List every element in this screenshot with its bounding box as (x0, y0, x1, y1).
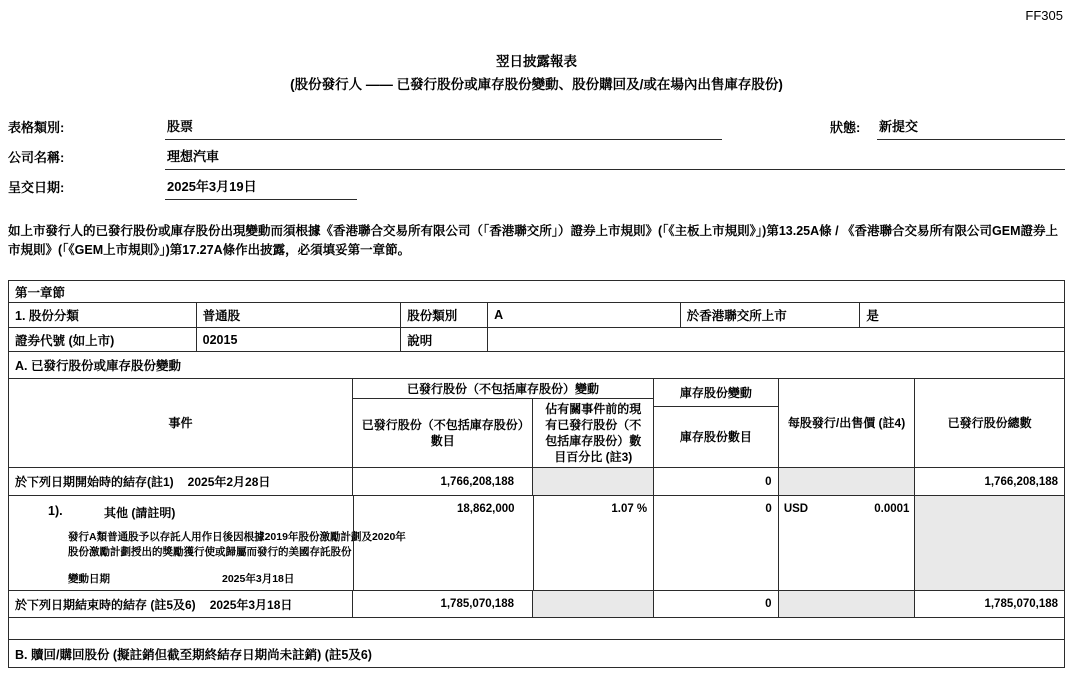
event1-issued-count: 18,862,000 (353, 496, 533, 590)
sectionB-title-row (9, 639, 1064, 667)
field-row-submission-date (8, 170, 1065, 200)
sectionA-title: A. 已發行股份或庫存股份變動 (15, 359, 181, 373)
header-treasury-count: 庫存股份數目 (679, 430, 752, 444)
listed-label: 於香港聯交所上市 (680, 303, 860, 327)
event1-change-date: 2025年3月18日 (222, 573, 295, 585)
share-class-value: 普通股 (196, 303, 401, 327)
header-issued-count: 已發行股份（不包括庫存股份）數目 (361, 418, 524, 448)
instruction-paragraph: 如上市發行人的已發行股份或庫存股份出現變動而須根據《香港聯合交易所有限公司（「香港聯交所」）證券上市規則》(「《主板上市規則》」)第13.25A條 / 《香港聯合交易所有限公司GEM證券上市規則》(「《GEM上市規則》」)第17.27A條作出披露，必須填妥第一章節。 (8, 224, 1059, 257)
header-treasury-change: 庫存股份變動 (679, 386, 752, 400)
opening-balance-date: 2025年2月28日 (187, 475, 271, 489)
closing-balance-label-cell (9, 591, 352, 617)
header-total: 已發行股份總數 (914, 379, 1064, 467)
header-issued-change-group (352, 379, 653, 467)
sectionB-title: B. 贖回/購回股份 (擬註銷但截至期終結存日期尚未註銷) (註5及6) (15, 647, 372, 662)
share-type-label: 股份類別 (400, 303, 487, 327)
form-type-value: 股票 (165, 116, 722, 140)
header-price: 每股發行/出售價 (註4) (778, 379, 915, 467)
header-treasury-group (653, 379, 778, 467)
opening-price-na-cell (778, 468, 915, 495)
header-event: 事件 (168, 416, 193, 430)
sectionA-header-row (9, 378, 1064, 467)
section1-title: 第一章節 (15, 285, 66, 300)
description-label: 說明 (400, 328, 487, 351)
share-class-row (9, 302, 1064, 327)
event1-index: 1). (48, 504, 63, 518)
event1-total-na-cell (914, 496, 1064, 590)
section1-title-row (9, 281, 1064, 302)
header-issued-change: 已發行股份（不包括庫存股份）變動 (407, 382, 600, 396)
form-type-label: 表格類別: (8, 120, 65, 135)
status-value: 新提交 (877, 116, 1065, 140)
event1-label: 其他 (請註明) (104, 506, 176, 520)
opening-total: 1,766,208,188 (914, 468, 1064, 495)
event1-issued-pct: 1.07 % (533, 496, 654, 590)
form-subtitle: (股份發行人 —— 已發行股份或庫存股份變動、股份購回及/或在場內出售庫存股份) (290, 77, 783, 92)
field-row-form-type (8, 110, 1065, 140)
listed-value: 是 (859, 303, 1064, 327)
stock-code-label: 證券代號 (如上市) (15, 333, 115, 348)
stock-code-value: 02015 (196, 328, 401, 351)
event1-price: 0.0001 (874, 503, 910, 515)
event1-price-cell (778, 496, 915, 590)
description-value (487, 328, 1064, 351)
event1-row (9, 495, 1064, 590)
form-title-block (0, 50, 1073, 93)
field-row-company-name (8, 140, 1065, 170)
event1-treasury-count: 0 (653, 496, 778, 590)
closing-balance-row (9, 590, 1064, 617)
event1-currency: USD (783, 503, 809, 515)
company-name-value: 理想汽車 (165, 146, 1065, 170)
sectionA-title-row (9, 351, 1064, 378)
closing-treasury-count: 0 (653, 591, 778, 617)
status-label: 狀態: (830, 120, 861, 135)
closing-balance-date: 2025年3月18日 (209, 597, 293, 612)
event1-change-date-line (68, 571, 353, 586)
opening-pct-na-cell (532, 468, 653, 495)
event1-cell (9, 496, 406, 590)
closing-pct-na-cell (532, 591, 653, 617)
submission-date-label: 呈交日期: (8, 180, 65, 195)
form-title: 翌日披露報表 (496, 54, 577, 69)
opening-balance-label-cell (9, 468, 352, 495)
event1-note: 發行A類普通股予以存託人用作日後因根據2019年股份激勵計劃及2020年股份激勵計劃授出的獎勵獲行使或歸屬而發行的美國存託股份 (68, 531, 406, 558)
closing-price-na-cell (778, 591, 915, 617)
closing-issued-count: 1,785,070,188 (352, 591, 532, 617)
opening-issued-count: 1,766,208,188 (352, 468, 532, 495)
main-table (8, 280, 1065, 668)
share-class-label: 1. 股份分類 (15, 309, 79, 323)
stock-code-row (9, 327, 1064, 351)
share-type-value: A (487, 303, 680, 327)
closing-total: 1,785,070,188 (914, 591, 1064, 617)
form-code: FF305 (1025, 8, 1063, 23)
spacer-row (9, 617, 1064, 639)
opening-treasury-count: 0 (653, 468, 778, 495)
header-issued-pct: 佔有關事件前的現有已發行股份（不包括庫存股份）數目百分比 (註3) (532, 399, 653, 467)
form-header-fields (8, 110, 1065, 200)
event1-change-date-label: 變動日期 (68, 573, 110, 585)
opening-balance-label: 於下列日期開始時的結存(註1) (15, 475, 174, 489)
company-name-label: 公司名稱: (8, 150, 65, 165)
closing-balance-label: 於下列日期結束時的結存 (註5及6) (15, 597, 196, 612)
submission-date-value: 2025年3月19日 (165, 176, 357, 200)
opening-balance-row (9, 467, 1064, 495)
